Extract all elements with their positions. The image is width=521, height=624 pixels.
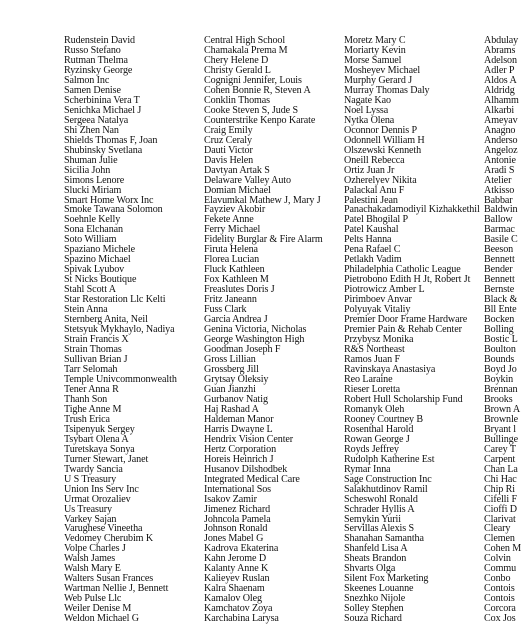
list-item: Murphy Gerard J: [344, 74, 413, 86]
list-item: Semykin Yurii: [344, 513, 401, 525]
list-item: Rymar Inna: [344, 463, 391, 475]
list-item: Isakov Zamir: [204, 493, 257, 505]
list-item: Shields Thomas F, Joan: [64, 134, 158, 146]
list-item: Brownle: [484, 413, 519, 425]
list-item: Sternberg Anita, Neil: [64, 314, 148, 326]
list-item: Premier Door Frame Hardware: [344, 314, 468, 326]
list-item: Boyd Jo: [484, 363, 517, 375]
list-item: Kalanty Anne K: [204, 563, 269, 575]
list-item: Bernste: [484, 284, 515, 296]
list-item: Boulton: [484, 344, 516, 356]
list-item: Bryant l: [484, 423, 516, 435]
list-item: Beeson: [484, 244, 514, 256]
list-item: Abdulay: [484, 35, 519, 46]
list-item: Sullivan Brian J: [64, 354, 128, 365]
list-item: Alkarbi: [484, 104, 515, 116]
list-item: Nytka Olena: [344, 114, 395, 126]
list-item: Commu: [484, 563, 517, 575]
list-item: Patel Bhogilal P: [344, 214, 409, 226]
list-item: Fox Kathleen M: [204, 274, 269, 286]
list-item: Vedomey Cherubim K: [64, 533, 154, 545]
list-item: Shanfeld Lisa A: [344, 543, 408, 555]
list-item: Cohen Bonnie R, Steven A: [204, 84, 311, 96]
list-item: Rudenstein David: [64, 35, 136, 46]
list-item: Us Treasury: [64, 503, 112, 515]
list-item: Bender: [484, 264, 513, 276]
list-item: Stein Anna: [64, 304, 108, 316]
list-item: Babbar: [484, 194, 513, 206]
list-item: Angeloz: [484, 144, 518, 156]
list-item: Patel Kaushal: [344, 224, 399, 236]
list-item: Odonnell William H: [344, 134, 425, 146]
list-item: Cooke Steven S, Jude S: [204, 104, 298, 116]
list-item: Scheswohl Ronald: [344, 493, 418, 505]
name-column-2: [204, 36, 323, 624]
list-item: Palackal Anu F: [344, 184, 405, 196]
list-item: Mosheyev Michael: [344, 64, 421, 76]
list-item: Soto William: [64, 234, 117, 246]
list-item: Thanh Son: [64, 393, 108, 405]
list-item: Strain Francis X: [64, 334, 129, 346]
list-item: Grossberg Jill: [204, 363, 259, 375]
list-item: Davis Helen: [204, 154, 254, 166]
list-item: St Nicks Boutique: [64, 274, 137, 286]
list-item: Central High School: [204, 35, 286, 46]
list-item: Tsybart Olena A: [64, 433, 129, 445]
list-item: Polyuyak Vitaliy: [344, 304, 411, 316]
list-item: Goodman Joseph F: [204, 344, 281, 356]
list-item: Haldeman Manor: [204, 413, 274, 425]
list-item: Craig Emily: [204, 124, 253, 136]
list-item: Senichka Michael J: [64, 104, 142, 116]
list-item: Snezhko Nijole: [344, 593, 406, 605]
list-item: Smart Home Worx Inc: [64, 194, 154, 206]
list-item: Turner Stewart, Janet: [64, 453, 149, 465]
list-item: Colvin: [484, 553, 511, 565]
list-item: Kamalov Oleg: [204, 593, 262, 605]
list-item: Carpent: [484, 453, 516, 465]
list-item: Morse Samuel: [344, 54, 402, 66]
list-item: Przybysz Monika: [344, 334, 414, 346]
list-item: Premier Pain & Rehab Center: [344, 324, 462, 336]
list-item: Johnson Ronald: [204, 523, 268, 535]
list-item: Fekete Anne: [204, 214, 254, 226]
list-item: Adelson: [484, 54, 517, 66]
list-item: Samen Denise: [64, 84, 121, 96]
list-item: Skeenes Louanne: [344, 583, 414, 595]
list-item: Palestini Jean: [344, 194, 398, 206]
list-item: Walters Susan Frances: [64, 573, 154, 585]
list-item: Shvarts Olga: [344, 563, 396, 575]
list-item: Piotrowicz Amber L: [344, 284, 425, 296]
list-item: Solley Stephen: [344, 603, 404, 615]
list-item: Moriarty Kevin: [344, 44, 406, 56]
list-item: Jones Mabel G: [204, 533, 264, 545]
list-item: Sona Elchanan: [64, 224, 123, 236]
list-item: Harris Dwayne L: [204, 423, 273, 435]
list-item: Atkisso: [484, 184, 515, 196]
list-item: Fayziev Akobir: [204, 204, 266, 216]
list-item: Christy Gerald L: [204, 64, 271, 76]
list-item: Panachakadamodiyil Kizhakkethil: [344, 204, 480, 216]
list-item: Bll Ente: [484, 304, 517, 316]
list-item: Kahn Jerome D: [204, 553, 267, 565]
list-item: Black &: [484, 294, 518, 306]
list-item: Rooney Courtney B: [344, 413, 424, 425]
list-item: Contois: [484, 593, 515, 605]
list-item: Shanahan Samantha: [344, 533, 424, 545]
list-item: Noel Lyssa: [344, 104, 389, 116]
list-item: Anagno: [484, 124, 516, 136]
list-item: Guan Jianzhi: [204, 383, 256, 395]
list-item: Temple Univcommonwealth: [64, 373, 177, 385]
list-item: Baldwin: [484, 204, 518, 216]
list-item: Cruz Ceraly: [204, 134, 252, 146]
list-item: Volpe Charles J: [64, 543, 126, 555]
list-item: Simons Lenore: [64, 174, 125, 186]
list-item: Pietrobono Edith H Jt, Robert Jt: [344, 274, 471, 286]
list-item: Moretz Mary C: [344, 35, 406, 46]
list-item: Slucki Miriam: [64, 184, 122, 196]
list-item: Adler P: [484, 64, 515, 76]
list-item: Cleary: [484, 523, 511, 535]
list-item: Rosenthal Harold: [344, 423, 414, 435]
list-item: Ballow: [484, 214, 513, 226]
list-item: Schrader Hyllis A: [344, 503, 415, 515]
list-item: Ozherelyev Nikita: [344, 174, 417, 186]
list-item: Abrams: [484, 44, 516, 56]
list-item: Salakhutdinov Ramil: [344, 483, 428, 495]
list-item: Union Ins Serv Inc: [64, 483, 139, 495]
list-item: Counterstrike Kenpo Karate: [204, 114, 316, 126]
list-item: Basile C: [484, 234, 518, 246]
list-item: Philadelphia Catholic League: [344, 264, 461, 276]
list-item: Elavumkal Mathew J, Mary J: [204, 194, 321, 206]
list-item: Smoke Tawana Solomon: [64, 204, 163, 216]
list-item: Garcia Andrea J: [204, 314, 268, 326]
name-column-3: [344, 36, 480, 624]
list-item: Trush Erica: [64, 413, 110, 425]
list-item: Spaziano Michele: [64, 244, 135, 256]
list-item: Spazino Michael: [64, 254, 131, 266]
list-item: Chery Helene D: [204, 54, 269, 66]
list-item: Firuta Helena: [204, 244, 258, 256]
list-item: Bolling: [484, 324, 514, 336]
list-item: Spivak Lyubov: [64, 264, 125, 276]
list-item: Fuss Clark: [204, 304, 247, 316]
list-item: Conklin Thomas: [204, 94, 270, 106]
list-item: Bostic L: [484, 334, 518, 346]
list-item: Tarr Selomah: [64, 363, 118, 375]
list-item: Nagate Kao: [344, 94, 391, 106]
list-item: Bennett: [484, 274, 515, 286]
list-item: Hendrix Vision Center: [204, 433, 294, 445]
list-item: Clemen: [484, 533, 515, 545]
list-item: Contois: [484, 583, 515, 595]
list-item: Grytsay Oleksiy: [204, 373, 269, 385]
list-item: Stahl Scott A: [64, 284, 116, 296]
list-item: Pelts Hanna: [344, 234, 392, 246]
list-item: Oconnor Dennis P: [344, 124, 417, 136]
list-item: Olszewski Kenneth: [344, 144, 422, 156]
list-item: Sicilia John: [64, 164, 111, 176]
list-item: Pena Rafael C: [344, 244, 401, 256]
list-item: Gurbanov Natig: [204, 393, 268, 405]
list-item: Cox Jos: [484, 613, 516, 624]
list-item: Antonie: [484, 154, 516, 166]
list-item: Cognigni Jennifer, Louis: [204, 74, 302, 86]
list-item: Walsh Mary E: [64, 563, 121, 575]
list-item: Rutman Thelma: [64, 54, 128, 66]
list-item: Boykin: [484, 373, 514, 385]
list-item: Chan La: [484, 463, 518, 475]
list-item: Atelier: [484, 174, 512, 186]
name-column-4: [484, 36, 521, 624]
list-item: Pirimboev Anvar: [344, 294, 412, 306]
list-item: Bocken: [484, 314, 515, 326]
list-item: Genina Victoria, Nicholas: [204, 324, 307, 336]
list-item: Chip Ri: [484, 483, 515, 495]
list-item: Florea Lucian: [204, 254, 260, 266]
list-item: Aldos A: [484, 74, 517, 86]
list-item: Brennan: [484, 383, 518, 395]
list-item: Rowan George J: [344, 433, 410, 445]
list-item: Strain Thomas: [64, 344, 122, 356]
list-item: George Washington High: [204, 334, 305, 346]
list-item: Johncola Pamela: [204, 513, 271, 525]
list-item: Kamchatov Zoya: [204, 603, 273, 615]
list-item: Urmat Orozaliev: [64, 493, 131, 505]
list-item: Bennett: [484, 254, 515, 266]
list-item: Cioffi D: [484, 503, 517, 515]
list-item: Freaslutes Doris J: [204, 284, 275, 296]
list-item: Conbo: [484, 573, 511, 585]
list-item: Tener Anna R: [64, 383, 119, 395]
list-item: Aldridg: [484, 84, 515, 96]
name-column-1: [64, 36, 177, 624]
list-item: Wartman Nellie J, Bennett: [64, 583, 169, 595]
list-item: Jimenez Richard: [204, 503, 271, 515]
list-item: Bullinge: [484, 433, 518, 445]
list-item: Davtyan Artak S: [204, 164, 270, 176]
list-item: Twardy Sancia: [64, 463, 123, 475]
list-item: Cifelli F: [484, 493, 518, 505]
list-item: Soehnle Kelly: [64, 214, 121, 226]
list-item: Tsipenyuk Sergey: [64, 423, 135, 435]
list-item: Fritz Janeann: [204, 294, 257, 306]
list-item: Dauti Victor: [204, 144, 253, 156]
list-item: Brooks: [484, 393, 513, 405]
list-item: Reo Laraine: [344, 373, 393, 385]
list-item: Aradi S: [484, 164, 515, 176]
list-item: Kalieyev Ruslan: [204, 573, 270, 585]
list-item: International Sos: [204, 483, 271, 495]
list-item: Ortiz Juan Jr: [344, 164, 395, 176]
list-item: Fluck Kathleen: [204, 264, 265, 276]
list-item: Sheats Brandon: [344, 553, 407, 565]
list-item: Murray Thomas Daly: [344, 84, 430, 96]
list-item: Shuman Julie: [64, 154, 118, 166]
list-item: Robert Hull Scholarship Fund: [344, 393, 463, 405]
list-item: Royds Jeffrey: [344, 443, 399, 455]
list-item: Web Pulse Llc: [64, 593, 122, 605]
list-item: Alhamm: [484, 94, 519, 106]
list-item: Ferry Michael: [204, 224, 261, 236]
list-item: Chi Hac: [484, 473, 517, 485]
list-item: Romanyk Oleh: [344, 403, 405, 415]
list-item: Cohen M: [484, 543, 521, 555]
list-item: Oneill Rebecca: [344, 154, 405, 166]
list-item: Hertz Corporation: [204, 443, 277, 455]
list-item: Walsh James: [64, 553, 116, 565]
list-item: Fidelity Burglar & Fire Alarm: [204, 234, 323, 246]
list-item: Brown A: [484, 403, 521, 415]
list-item: Horeis Heinrich J: [204, 453, 274, 465]
list-item: Delaware Valley Auto: [204, 174, 291, 186]
list-item: Domian Michael: [204, 184, 271, 196]
list-item: Varughese Vineetha: [64, 523, 143, 535]
list-item: Ameyav: [484, 114, 518, 126]
list-item: Silent Fox Marketing: [344, 573, 429, 585]
list-item: Servillas Alexis S: [344, 523, 414, 535]
list-item: Weiler Denise M: [64, 603, 132, 615]
list-item: Chamakala Prema M: [204, 44, 288, 56]
list-item: Kadrova Ekaterina: [204, 543, 279, 555]
list-item: Husanov Dilshodbek: [204, 463, 288, 475]
list-item: Corcora: [484, 603, 516, 615]
list-item: Bounds: [484, 354, 515, 365]
list-item: Stetsyuk Mykhaylo, Nadiya: [64, 324, 175, 336]
list-item: Karchabina Larysa: [204, 613, 279, 624]
list-item: Haj Rashad A: [204, 403, 259, 415]
list-item: Ramos Juan F: [344, 354, 401, 365]
list-item: Kalra Shaenam: [204, 583, 265, 595]
list-item: Scherbinina Vera T: [64, 94, 140, 106]
list-item: Varkey Sajan: [64, 513, 117, 525]
list-item: R&S Northeast: [344, 344, 405, 356]
list-item: Sage Construction Inc: [344, 473, 432, 485]
list-item: Ryzinsky George: [64, 64, 133, 76]
list-item: Souza Richard: [344, 613, 402, 624]
list-item: Petlakh Vadim: [344, 254, 402, 266]
list-item: Star Restoration Llc Kelti: [64, 294, 166, 306]
list-item: Carey T: [484, 443, 516, 455]
list-item: Integrated Medical Care: [204, 473, 300, 485]
list-item: Ravinskaya Anastasiya: [344, 363, 436, 375]
list-item: U S Treasury: [64, 473, 117, 485]
list-item: Barmac: [484, 224, 515, 236]
list-item: Rudolph Katherine Est: [344, 453, 435, 465]
list-item: Shi Zhen Nan: [64, 124, 119, 136]
list-item: Rieser Loretta: [344, 383, 401, 395]
list-item: Turetskaya Sonya: [64, 443, 135, 455]
list-item: Salmon Inc: [64, 74, 110, 86]
list-item: Shubinsky Svetlana: [64, 144, 143, 156]
list-item: Tighe Anne M: [64, 403, 122, 415]
list-item: Weldon Michael G: [64, 613, 139, 624]
list-item: Anderso: [484, 134, 518, 146]
list-item: Sergeea Natalya: [64, 114, 129, 126]
list-item: Russo Stefano: [64, 44, 121, 56]
list-item: Gross Lillian: [204, 354, 256, 365]
list-item: Clarivat: [484, 513, 516, 525]
